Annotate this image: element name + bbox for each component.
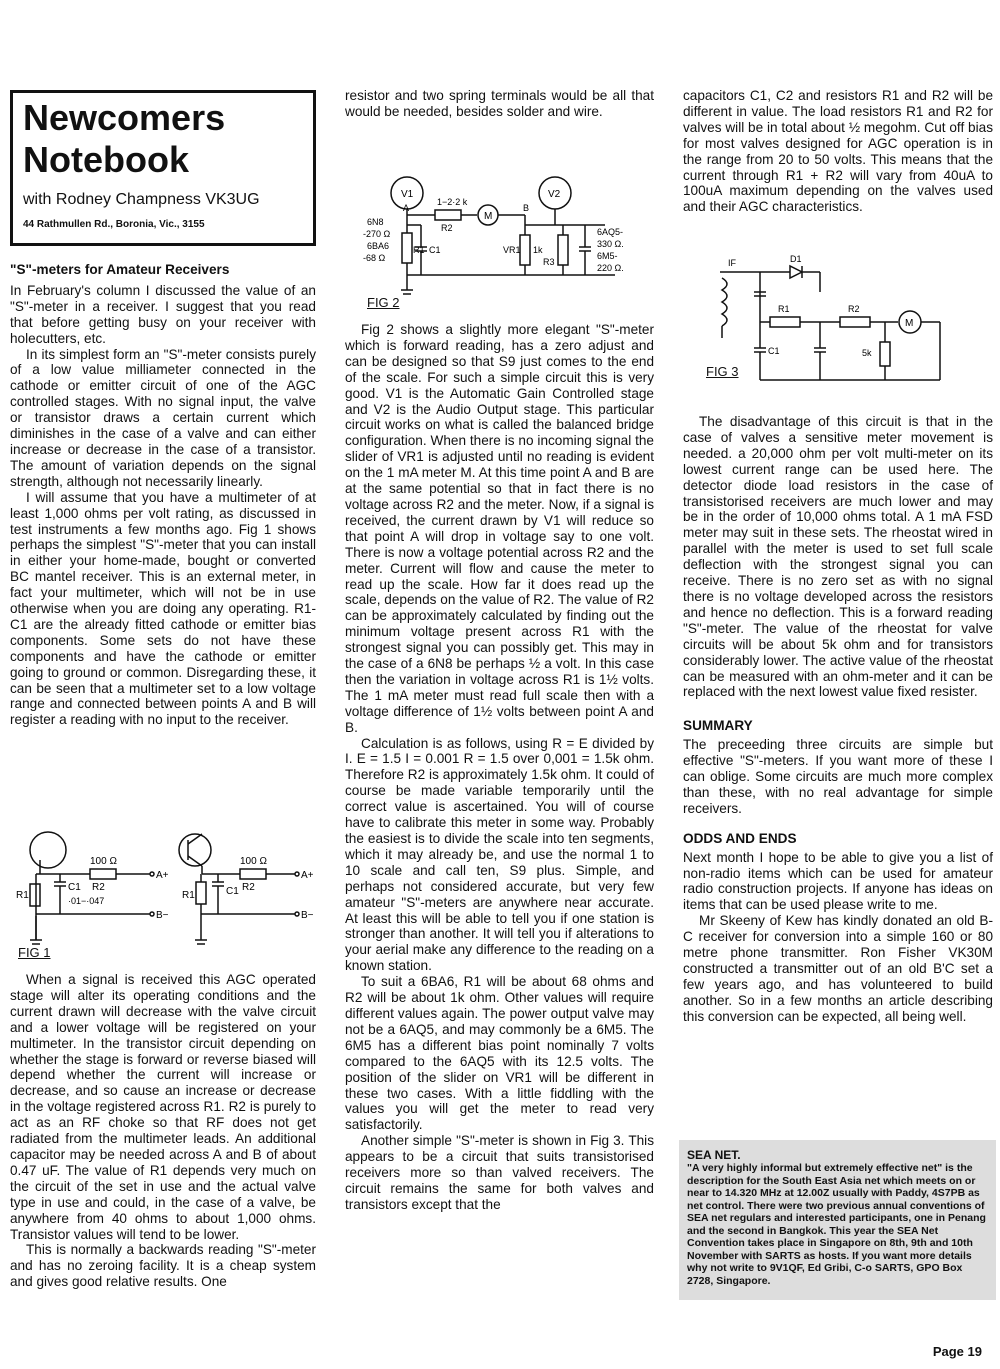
sea-net-title: SEA NET. [687,1148,741,1162]
fig3-r2-label: R2 [848,304,860,314]
figure-1-schematic [10,812,320,962]
fig2-r2-label: R2 [441,223,453,233]
column-3-top [683,88,993,215]
figure-1 [10,812,320,962]
fig2-output-value-2: 220 Ω. [597,263,624,273]
fig2-valve-value-2: -68 Ω [363,253,386,263]
fig1-r1-label-2: R1 [182,890,195,901]
fig3-caption: FIG 3 [706,364,739,379]
fig2-output-valve-2: 6M5- [597,251,618,261]
paragraph: This is normally a backwards reading "S"-meter and has no zeroing facility. It is a cheap system and gives good relative results. One [10,1242,316,1290]
sea-net-body: "A very highly informal but extremely effective net" is the description for the South East Asia net which meets on or near to 14.320 MHz at 12.00Z usually with Paddy, 4S7PB as net control. There were two previous annual conventions of SEA net regulars and interested participants, one in Penang and the second in Bangkok. This year the SEA Net Convention takes place in Singapore on 8th, 9th and 10th November with SARTS as hosts. If you want more details why not write to 9V1QF, Ed Gribi, C-o SARTS, GPO Box 2728, Singapore. [687,1162,986,1287]
fig1-point-a: A+ [156,870,169,881]
figure-2-schematic [345,165,654,315]
paragraph: Another simple "S"-meter is shown in Fig 3. This appears to be a circuit that suits transistorised receivers more so than valved receivers. The circuit remains the same for both valves and transistors except that the [345,1133,654,1212]
fig1-r2-label: R2 [92,882,105,893]
fig1-capacitor-value: ·01−·047 [68,896,105,906]
column-1 [10,262,316,728]
column-title-line2: Notebook [23,139,189,180]
fig1-resistor-value: 100 Ω [90,856,117,867]
fig3-if-label: IF [728,258,736,268]
column-2-top [345,88,654,120]
fig2-r1-label: R1 [413,245,425,255]
byline: with Rodney Champness VK3UG [23,191,260,208]
odds-heading: ODDS AND ENDS [683,830,797,846]
fig1-r1-label: R1 [16,890,29,901]
fig2-point-a: A [403,203,410,213]
fig2-valve-type-1: 6N8 [367,217,384,227]
column-2 [345,322,654,1213]
fig2-output-valve-1: 6AQ5- [597,227,624,237]
fig2-r3-label: R3 [543,257,555,267]
fig2-meter-label: M [484,211,493,222]
fig1-point-a-2: A+ [301,870,314,881]
fig3-meter-label: M [905,318,914,329]
paragraph: I will assume that you have a multimeter of at least 1,000 ohms per volt rating, as discussed in test instruments a few months ago. Fig 1 shows perhaps the simplest "S"-meter that you can install in either your home-made, bought or converted BC mantel receiver. This is an external meter, in fact your multimeter, which will not be in use otherwise when you are doing any operating. R1-C1 are the already fitted cathode or emitter bias components. Some sets do not have these components and have the cathode or emitter going to ground or common. Disregarding these, it can be seen that a multimeter set to a low voltage range and connected between points A and B will register a reading with no input to the receiver. [10,489,316,728]
paragraph: The preceeding three circuits are simple but effective "S"-meters. If you want more of these I can oblige. Some circuits are much more complex than these, with no real advantage for simple receivers. [683,737,993,816]
paragraph: Next month I hope to be able to give you a list of non-radio items which can be used for amateur radio construction projects. If anyone has ideas on items that can be used please write to me. [683,849,993,913]
paragraph: When a signal is received this AGC operated stage will alter its operating conditions and the current drawn will decrease with the valve circuit and a lower voltage will be registered on your multimeter. In the transistor circuit depending on whether the stage is forward or reverse biased will depend whether the current will increase or decrease, and so cause an increase or decrease in the voltage registered across R1. R2 is purely to act as an RF choke so that RF does not get radiated from the multimeter leads. An additional capacitor may be needed across A and B of about 0.47 uF. The value of R1 depends very much on the circuit of the set in use and the actual valve type in use and could, in the case of a valve, be anywhere from 40 ohms to about 1,000 ohms. Transistor values will tend to be lower. [10,972,316,1242]
summary-heading: SUMMARY [683,718,753,734]
paragraph: To suit a 6BA6, R1 will be about 68 ohms and R2 will be about 1k ohm. Other values will require different values again. The power output valve may not be a 6AQ5, and may commonly be a 6M5. The 6M5 has a different bias point nominally 7 volts compared to the 6AQ5 with its 12.5 volts. The position of the slider on VR1 will be different in these two cases. With a little fiddling with the values you will get the meter to read very satisfactorily. [345,974,654,1133]
paragraph: capacitors C1, C2 and resistors R1 and R2 will be different in value. The load resistors R1 and R2 for valves will be in total about ½ megohm. Cut off bias for most valves designed for AGC operation is in the range from 20 to 50 volts. This means that the current through R1 + R2 will vary from 40uA to 100uA maximum depending on the valves used and their AGC characteristics. [683,88,993,215]
fig1-point-b: B− [156,910,169,921]
fig3-5k-label: 5k [862,348,872,358]
column-title-line1: Newcomers [23,97,226,138]
paragraph: The disadvantage of this circuit is that in the case of valves a sensitive meter movement is needed. a 20,000 ohm per volt multi-meter on its lowest current range can be used here. The detector diode load resistors in the case of transistorised receivers are much lower and may be in the order of 10,000 ohms total. A 1 mA FSD meter may suit in these sets. The rheostat wired in parallel with the meter is used to set full scale deflection with the strongest signal you can receive. There is no zero set as with no signal there is no voltage developed across the resistors and hence no deflection. This is a forward reading "S"-meter. The value of the rheostat for valve circuits will be about 5k ohm and for transistors considerably lower. The active value of the rheostat can be measured with an ohm-meter and it can be replaced with the next lowest value fixed resister. [683,414,993,700]
paragraph: Mr Skeeny of Kew has kindly donated an old B-C receiver for conversion into a simple 160 or 80 metre phone transmitter. Ron Fisher VK30M constructed a transmitter out of an old B'C set a few years ago, and has volunteered to build another. So in a few months an article describing this conversion can be expected, all being well. [683,913,993,1024]
fig2-output-value-1: 330 Ω. [597,239,624,249]
fig1-resistor-value-2: 100 Ω [240,856,267,867]
paragraph: resistor and two spring terminals would be all that would be needed, besides solder and wire. [345,88,654,119]
page-number: Page 19 [932,1344,982,1359]
column-1-continued [10,972,316,1290]
fig2-valve-type-2: 6BA6 [367,241,390,251]
fig3-d1-label: D1 [790,254,802,264]
fig1-caption: FIG 1 [18,945,51,960]
paragraph: Calculation is as follows, using R = E divided by I. E = 1.5 I = 0.001 R = 1.5 over 0,001 = 1.5k ohm. Therefore R2 is approximately 1.5k ohm. It could of course be made variable temporarily until the correct value is ascertained. You will of course have to calibrate this meter in some way. Probably the easiest is to divide the scale into ten segments, which it may already be, and use the normal 1 to 10 scale and call ten, S9 plus. Simple, and perhaps not considered accurate, but very few amateur "S"-meters are anywhere near accurate. At least this will be able to tell you if one station is stronger than another. It will tell you if alterations to your aerial make any difference to the reading on a known station. [345,735,654,974]
figure-3-schematic [700,248,995,398]
author-address: 44 Rathmullen Rd., Boronia, Vic., 3155 [23,219,205,230]
fig2-valve-value-1: -270 Ω [363,229,391,239]
fig2-v1-label: V1 [401,189,414,200]
fig2-point-b: B [523,203,530,213]
fig3-c1-label: C1 [768,346,780,356]
column-title-box [10,90,316,246]
paragraph: In February's column I discussed the value of an "S"-meter in a receiver. I suggest that you read that before getting busy on your receiver with holecutters, etc. [10,282,316,346]
paragraph: In its simplest form an "S"-meter consists purely of a low value milliameter connected in the cathode or emitter circuit of one of the AGC controlled stages. With no signal input, the valve or transistor draws a certain current which diminishes in the case of a valve and can either increase or decrease in the case of a transistor. The amount of variation depends on the signal strength, although not necessarily linearly. [10,346,316,489]
fig2-v2-label: V2 [548,189,561,200]
fig2-c1-label: C1 [429,245,441,255]
fig2-vr1-label: VR1 [503,245,521,255]
fig1-c1-label: C1 [68,882,81,893]
fig1-r2-label-2: R2 [242,882,255,893]
fig3-r1-label: R1 [778,304,790,314]
figure-3 [700,248,995,398]
fig1-c1-label-2: C1 [226,886,239,897]
fig1-point-b-2: B− [301,910,314,921]
fig2-1k-label: 1k [533,245,543,255]
figure-2 [345,165,654,315]
fig2-caption: FIG 2 [367,295,400,310]
section-title: "S"-meters for Amateur Receivers [10,262,230,277]
fig2-r2-value: 1−2·2 k [437,197,468,207]
column-3 [683,414,993,1025]
sea-net-box [679,1140,996,1300]
paragraph: Fig 2 shows a slightly more elegant "S"-meter which is forward reading, has a zero adjust and can be designed so that S9 just comes to the end of the scale. For such a simple circuit this is very good. V1 is the Automatic Gain Controlled stage and V2 is the Audio Output stage. This particular circuit works on what is called the balanced bridge configuration. When there is no incoming signal the slider of VR1 is adjusted until no reading is evident on the 1 mA meter M. At this time point A and B are at the same potential so that in fact there is no voltage across R2 and the meter. Now, if a signal is received, the current drawn by V1 will reduce so that point A will drop in voltage say to one volt. There is now a voltage potential across R2 and the meter. Current will flow and cause the meter to read up the scale. How far it does read up the scale, depends on the value of R2. The value of R2 can be approximately calculated by finding out the minimum voltage present across R1 with the strongest signal you can possibly get. This may in the case of a 6N8 be perhaps ½ a volt. In this case then the variation in voltage across R1 is 1½ volts. The 1 mA meter must read full scale then with a voltage difference of 1½ volts between point A and B. [345,322,654,735]
